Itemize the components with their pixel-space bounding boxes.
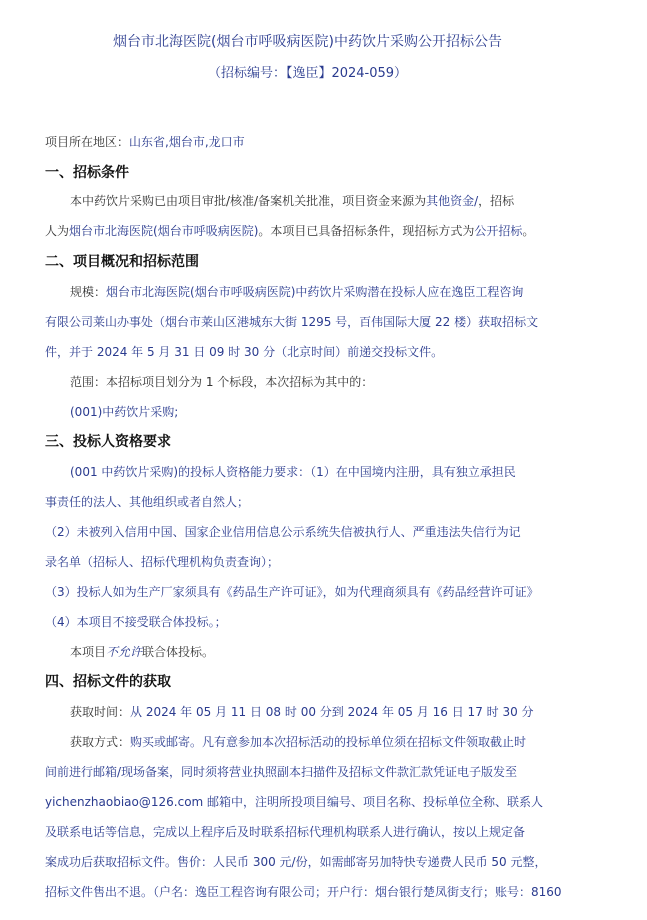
conditions-text: ，招标	[478, 194, 515, 208]
conditions-text: 。本项目已具备招标条件，现招标方式为	[258, 224, 475, 238]
conditions-text: 。	[522, 224, 535, 238]
location-label: 项目所在地区：	[45, 135, 130, 149]
joint-text: 联合体投标。	[142, 645, 215, 659]
obtain-method-line3: yichenzhaobiao@126.com 邮箱中，注明所投项目编号、项目名称、投标单位全称、联系人	[45, 795, 544, 809]
joint-bid-statement	[70, 643, 214, 660]
obtain-time-label: 获取时间：	[70, 705, 131, 719]
obtain-method-line5: 案成功后获取招标文件。售价：人民币 300 元/份，如需邮寄另加特快专递费人民币 50 元整，	[45, 855, 547, 869]
qualification-1-line2: 事责任的法人、其他组织或者自然人；	[45, 495, 250, 509]
obtain-method-line4: 及联系电话等信息，完成以上程序后及时联系招标代理机构联系人进行确认，按以上规定备	[45, 825, 526, 839]
obtain-method-line6: 招标文件售出不退。（户名：逸臣工程咨询有限公司；开户行：烟台银行楚凤街支行；账号：8160	[45, 885, 562, 899]
conditions-text: 本中药饮片采购已由项目审批/核准/备案机关批准，项目资金来源为	[70, 194, 427, 208]
qualification-2-line2: 录名单（招标人、招标代理机构负责查询）；	[45, 555, 280, 569]
scale-line1	[70, 283, 523, 300]
page-title: 烟台市北海医院(烟台市呼吸病医院)中药饮片采购公开招标公告	[113, 34, 502, 50]
scale-label: 规模：	[70, 285, 107, 299]
range-text: 范围：本招标项目划分为 1 个标段，本次招标为其中的：	[70, 375, 374, 389]
scale-line3: 件，并于 2024 年 5 月 31 日 09 时 30 分（北京时间）前递交投标文件。	[45, 345, 444, 359]
project-location	[45, 133, 245, 150]
lot-item: (001)中药饮片采购;	[70, 405, 179, 419]
tender-method: 公开招标	[474, 224, 523, 238]
section-heading-overview: 二、项目概况和招标范围	[45, 254, 199, 270]
section-heading-documents: 四、招标文件的获取	[45, 674, 171, 690]
obtain-method-text: 购买或邮寄。凡有意参加本次招标活动的投标单位须在招标文件领取截止时	[130, 735, 527, 749]
section-heading-qualifications: 三、投标人资格要求	[45, 434, 171, 450]
obtain-method-line1	[70, 733, 526, 750]
tender-number: （招标编号：【逸臣】2024-059）	[207, 66, 408, 81]
joint-text: 本项目	[70, 645, 107, 659]
fund-source: 其他资金/	[426, 194, 479, 208]
scale-line2: 有限公司莱山办事处（烟台市莱山区港城东大街 1295 号，百伟国际大厦 22 楼）获取招标文	[45, 315, 539, 329]
location-value: 山东省,烟台市,龙口市	[129, 135, 245, 149]
obtain-method-line2: 间前进行邮箱/现场备案，同时须将营业执照副本扫描件及招标文件款汇款凭证电子版发至	[45, 765, 518, 779]
conditions-text: 人为	[45, 224, 70, 238]
qualification-2-line1: （2）未被列入信用中国、国家企业信用信息公示系统失信被执行人、严重违法失信行为记	[45, 525, 521, 539]
scale-text: 烟台市北海医院(烟台市呼吸病医院)中药饮片采购潜在投标人应在逸臣工程咨询	[106, 285, 524, 299]
section-heading-conditions: 一、招标条件	[45, 165, 129, 181]
obtain-time	[70, 703, 534, 720]
qualification-1-line1: (001 中药饮片采购)的投标人资格能力要求：（1）在中国境内注册，具有独立承担民	[70, 465, 516, 479]
joint-not-allowed: 不允许	[106, 645, 143, 659]
conditions-paragraph-line2	[45, 222, 534, 239]
conditions-paragraph-line1	[70, 192, 514, 209]
qualification-4: （4）本项目不接受联合体投标。；	[45, 615, 227, 629]
obtain-method-label: 获取方式：	[70, 735, 131, 749]
qualification-3: （3）投标人如为生产厂家须具有《药品生产许可证》，如为代理商须具有《药品经营许可证》	[45, 585, 539, 599]
obtain-time-value: 从 2024 年 05 月 11 日 08 时 00 分到 2024 年 05 月 16 日 17 时 30 分	[130, 705, 534, 719]
tenderer-name: 烟台市北海医院(烟台市呼吸病医院)	[69, 224, 259, 238]
